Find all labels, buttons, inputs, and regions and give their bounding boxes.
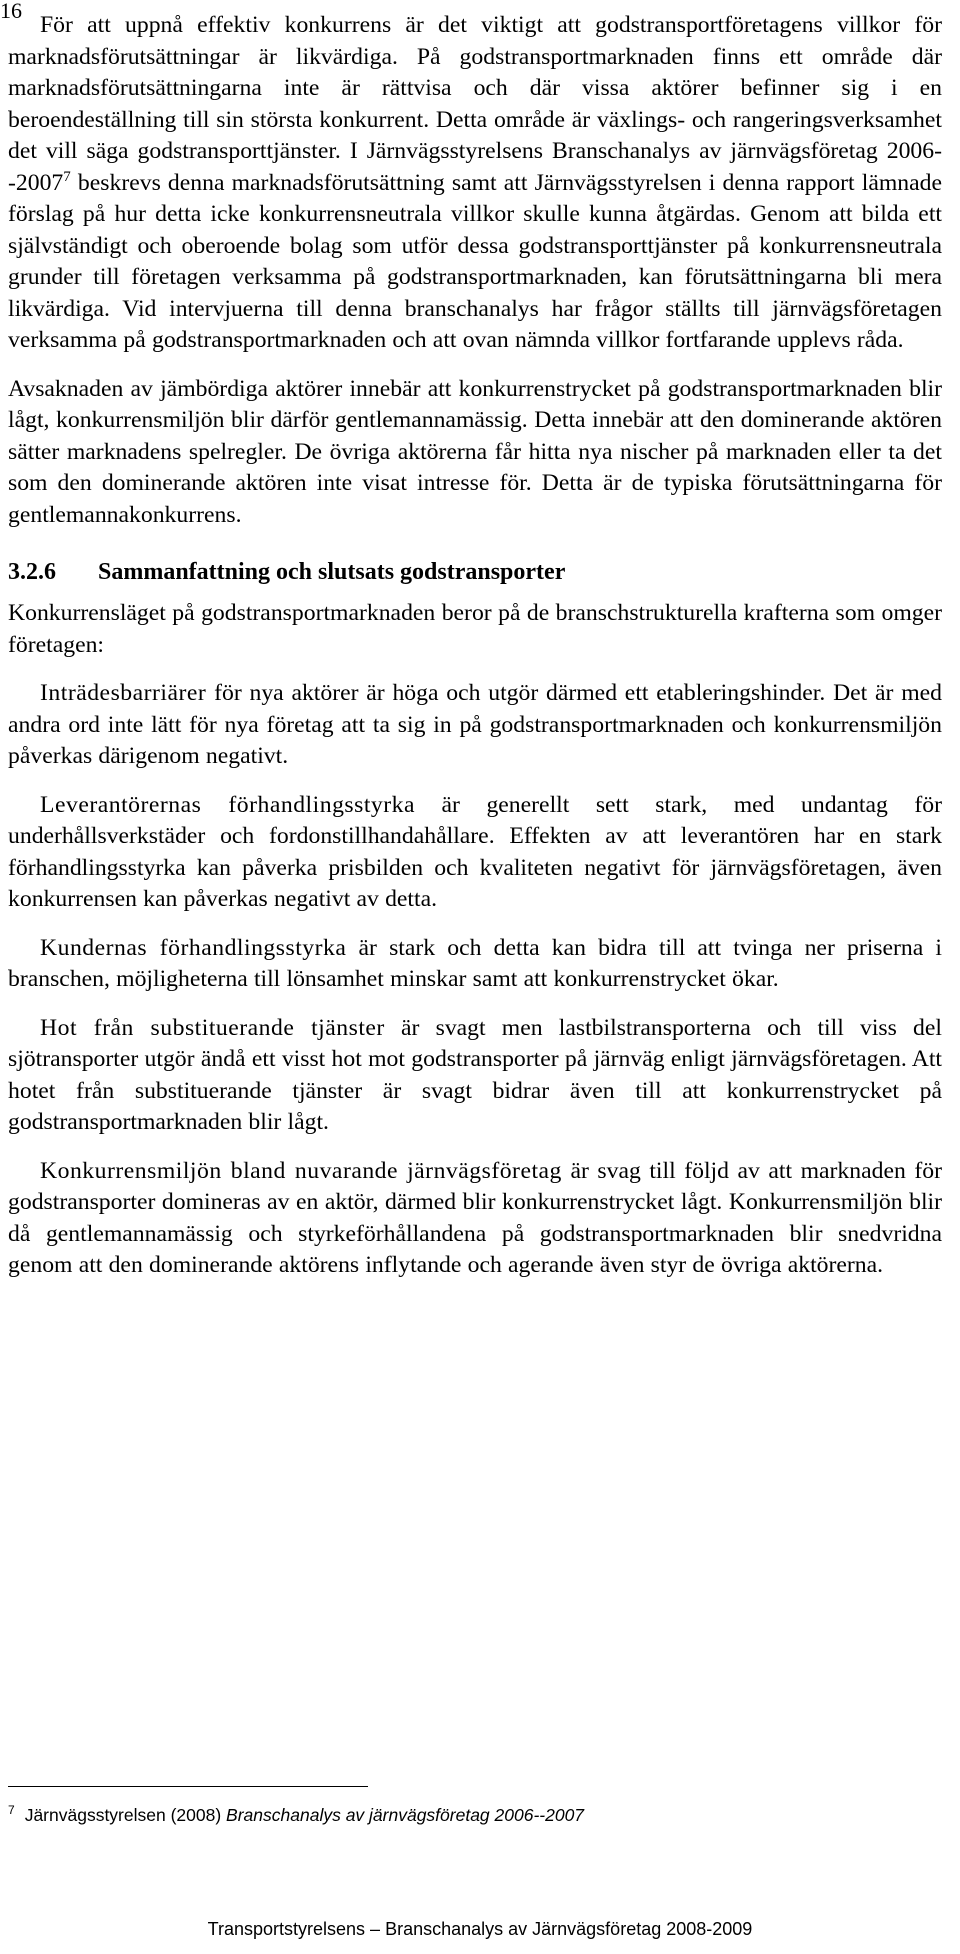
page-footer: Transportstyrelsens – Branschanalys av Järnvägsföretag 2008-2009 bbox=[207, 1919, 753, 1939]
force-term: Inträdesbarriärer bbox=[40, 680, 207, 706]
paragraph-market-conditions bbox=[8, 10, 942, 357]
paragraph-intro: Konkurrensläget på godstransportmarknaden beror på de branschstrukturella krafterna som omger företagen: bbox=[8, 600, 942, 658]
force-term: Konkurrensmiljön bland nuvarande järnvägsföretag bbox=[40, 1157, 562, 1184]
force-text: är svagt men lastbilstransporterna och till viss del sjötransporter utgör ändå ett visst hot mot godstransporter på järnväg enligt järnvägsföretagen. Att hotet från substituerande tjänster är svagt bidrar även till att konkurrenstrycket på godstransportmarknaden blir lågt. bbox=[8, 1014, 942, 1135]
force-entry-barriers bbox=[8, 678, 942, 773]
section-number: 3.2.6 bbox=[8, 559, 56, 585]
footnote-reference[interactable]: 7 bbox=[63, 168, 71, 185]
section-title: Sammanfattning och slutsats godstransporter bbox=[98, 559, 566, 585]
force-text: är svag till följd av att marknaden för godstransporter domineras av en aktör, därmed blir konkurrenstrycket lågt. Konkurrensmiljön blir då gentlemannamässig och styrkeförhållandena på godstransportmarknaden blir snedvridna genom att den dominerande aktörens inflytande och agerande även styr de övriga aktörerna. bbox=[8, 1157, 942, 1278]
footnote bbox=[8, 1803, 584, 1827]
footnote-title: Branschanalys av järnvägsföretag 2006--2007 bbox=[226, 1805, 585, 1825]
force-term: Leverantörernas förhandlingsstyrka bbox=[40, 791, 416, 818]
section-heading bbox=[8, 557, 942, 588]
paragraph-gentleman-competition: Avsaknaden av jämbördiga aktörer innebär att konkurrenstrycket på godstransportmarknaden blir lågt, konkurrensmiljön blir därför gentlemannamässig. Detta innebär att den dominerande aktören sätter marknadens spelregler. De övriga aktörerna får hitta nya nischer på marknaden eller ta det som den dominerande aktören inte visat intresse för. Detta är de typiska förutsättningarna för gentlemannakonkurrens. bbox=[8, 375, 942, 528]
force-supplier-power bbox=[8, 790, 942, 916]
force-text: är stark och detta kan bidra till att tvinga ner priserna i branschen, möjligheterna till lönsamhet minskar samt att konkurrenstrycket ökar. bbox=[8, 934, 942, 992]
page-number: 16 bbox=[0, 0, 22, 23]
footnote-text: Järnvägsstyrelsen (2008) bbox=[24, 1805, 227, 1825]
page-body bbox=[8, 10, 942, 1282]
force-customer-power bbox=[8, 933, 942, 996]
footnote-divider bbox=[8, 1786, 368, 1787]
footnote-mark: 7 bbox=[8, 1803, 15, 1818]
force-term: Kundernas förhandlingsstyrka bbox=[40, 934, 347, 961]
force-text: är generellt sett stark, med undantag för underhållsverkstäder och fordonstillhandahållare. Effekten av att leverantören har en stark förhandlingsstyrka kan påverka prisbilden och kvaliteten negativt för järnvägsföretagen, även konkurrensen kan påverkas negativt av detta. bbox=[8, 791, 942, 912]
paragraph-text: beskrevs denna marknadsförutsättning samt att Järnvägsstyrelsen i denna rapport lämnade förslag på hur detta icke konkurrensneutrala villkor skulle kunna åtgärdas. Genom att bilda ett självständigt och oberoende bolag som utför dessa godstransporttjänster på konkurrensneutrala grunder till företagen verksamma på godstransportmarknaden, kan förutsättningarna bli mera likvärdiga. Vid intervjuerna till denna branschanalys har frågor ställts till järnvägsföretagen verksamma på godstransportmarknaden och att ovan nämnda villkor fortfarande upplevs råda. bbox=[8, 169, 942, 353]
force-rivalry bbox=[8, 1156, 942, 1282]
force-text: för nya aktörer är höga och utgör därmed ett etableringshinder. Det är med andra ord inte lätt för nya företag att ta sig in på godstransportmarknaden och konkurrensmiljön påverkas därigenom negativt. bbox=[8, 680, 942, 769]
force-substitutes bbox=[8, 1013, 942, 1139]
paragraph-text: För att uppnå effektiv konkurrens är det viktigt att godstransportföretagens villkor för marknadsförutsättningar är likvärdiga. På godstransportmarknaden finns ett område där marknadsförutsättningarna inte är rättvisa och där vissa aktörer befinner sig i en beroendeställning till sin största konkurrent. Detta område är växlings- och rangeringsverksamhet det vill säga godstransporttjänster. I Järnvägsstyrelsens Branschanalys av järnvägsföretag 2006--2007 bbox=[8, 12, 942, 196]
force-term: Hot från substituerande tjänster bbox=[40, 1014, 385, 1041]
